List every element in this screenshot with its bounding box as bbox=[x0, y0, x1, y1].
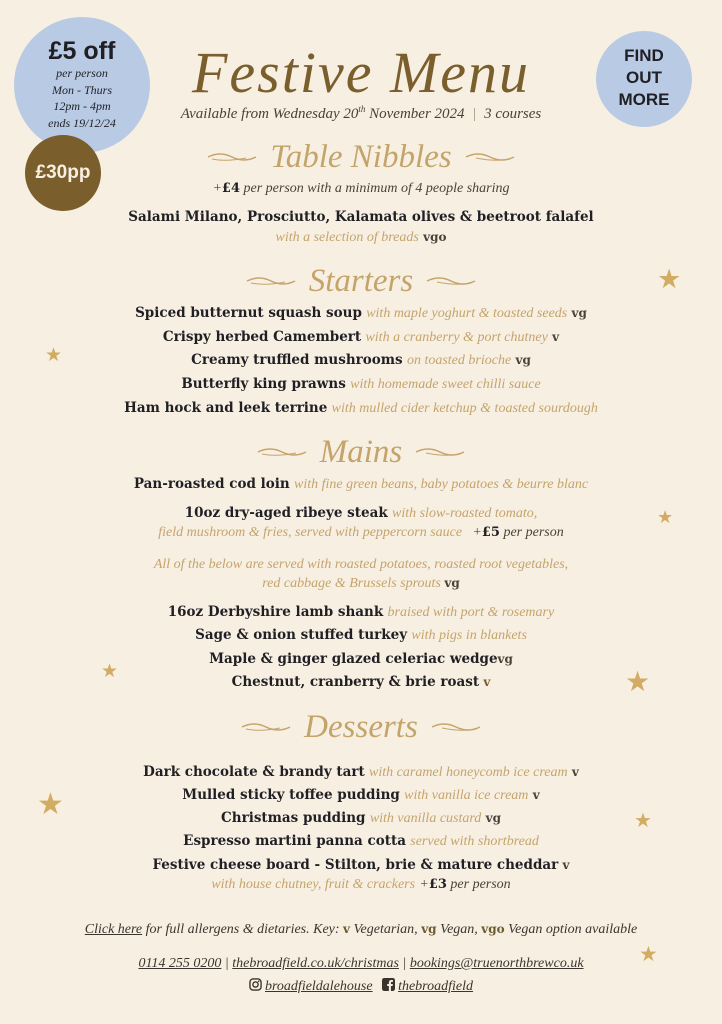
availability-separator: | bbox=[472, 106, 477, 122]
offer-headline: £5 off bbox=[48, 37, 116, 65]
availability-courses: 3 courses bbox=[484, 106, 542, 122]
label-vgo: Vegan option available bbox=[504, 922, 638, 937]
nibbles-price: £4 bbox=[221, 181, 241, 196]
starter-item bbox=[0, 399, 722, 418]
offer-line-1: per person bbox=[56, 66, 108, 80]
nibbles-price-prefix: + bbox=[212, 181, 222, 196]
flourish-left-icon bbox=[206, 151, 258, 163]
main-desc: with pigs in blankets bbox=[411, 628, 527, 643]
starter-diet: v bbox=[552, 330, 560, 344]
dessert-desc: served with shortbread bbox=[410, 834, 539, 849]
star-icon: ★ bbox=[639, 942, 658, 966]
main-desc: field mushroom & fries, served with peppercorn sauce bbox=[158, 525, 463, 540]
offer-line-4: ends 19/12/24 bbox=[48, 115, 116, 130]
mains-note-diet: vg bbox=[444, 576, 460, 590]
dessert-name: Espresso martini panna cotta bbox=[183, 833, 406, 849]
mains-heading-text: Mains bbox=[319, 433, 403, 470]
starters-heading-text: Starters bbox=[308, 262, 414, 299]
main-name: Chestnut, cranberry & brie roast bbox=[231, 674, 480, 690]
main-item bbox=[0, 603, 722, 622]
dessert-diet: v bbox=[532, 788, 540, 802]
allergens-text: for full allergens & dietaries. Key: bbox=[142, 922, 344, 937]
star-icon: ★ bbox=[45, 344, 63, 366]
star-icon: ★ bbox=[657, 507, 674, 528]
nibbles-item bbox=[0, 208, 722, 226]
nibbles-heading bbox=[0, 135, 722, 179]
main-item-steak bbox=[0, 504, 722, 523]
dessert-diet: v bbox=[571, 765, 579, 779]
offer-line-2: Mon - Thurs bbox=[51, 82, 112, 97]
flourish-right-icon bbox=[430, 721, 482, 733]
main-name: Pan-roasted cod loin bbox=[133, 476, 290, 492]
main-item-cod bbox=[0, 475, 722, 494]
instagram-icon bbox=[249, 978, 262, 991]
mains-note-line-1: All of the below are served with roasted potatoes, roasted root vegetables, bbox=[153, 557, 569, 572]
starter-diet: vg bbox=[515, 353, 531, 367]
website-link[interactable]: thebroadfield.co.uk/christmas bbox=[232, 956, 399, 971]
cheese-extra-prefix: + bbox=[419, 877, 429, 892]
star-icon: ★ bbox=[101, 660, 119, 682]
starter-desc: with maple yoghurt & toasted seeds bbox=[366, 306, 568, 321]
steak-extra-suffix: per person bbox=[499, 525, 564, 540]
dessert-name: Mulled sticky toffee pudding bbox=[182, 787, 400, 803]
starter-item bbox=[0, 351, 722, 370]
allergens-link[interactable]: Click here bbox=[84, 922, 143, 937]
starter-name: Ham hock and leek terrine bbox=[124, 400, 328, 416]
star-icon: ★ bbox=[657, 264, 682, 295]
find-out-more-line-2: OUT bbox=[626, 68, 662, 87]
dessert-item bbox=[0, 856, 722, 874]
key-v: v bbox=[343, 922, 351, 936]
dessert-name: Dark chocolate & brandy tart bbox=[143, 764, 365, 780]
dessert-name: Festive cheese board - Stilton, brie & mature cheddar bbox=[152, 857, 559, 873]
star-icon: ★ bbox=[634, 808, 652, 832]
dessert-item bbox=[0, 832, 722, 851]
find-out-more-line-3: MORE bbox=[618, 90, 670, 109]
starter-item bbox=[0, 304, 722, 323]
dessert-item bbox=[0, 808, 722, 832]
desserts-heading bbox=[0, 705, 722, 749]
dessert-desc: with caramel honeycomb ice cream bbox=[369, 765, 568, 780]
main-desc: braised with port & rosemary bbox=[387, 605, 555, 620]
dessert-item bbox=[0, 786, 722, 805]
nibbles-item-diet: vgo bbox=[423, 230, 447, 244]
flourish-left-icon bbox=[240, 721, 292, 733]
nibbles-price-text: per person with a minimum of 4 people sharing bbox=[240, 181, 510, 196]
phone-link[interactable]: 0114 255 0200 bbox=[138, 956, 222, 971]
offer-line-3: 12pm - 4pm bbox=[53, 99, 111, 113]
main-name: 10oz dry-aged ribeye steak bbox=[184, 505, 388, 521]
dessert-diet: vg bbox=[485, 811, 501, 825]
nibbles-item-name: Salami Milano, Prosciutto, Kalamata olives & beetroot falafel bbox=[128, 209, 594, 225]
dessert-name: Christmas pudding bbox=[221, 810, 366, 826]
main-name: Sage & onion stuffed turkey bbox=[195, 627, 408, 643]
nibbles-item-desc: with a selection of breads bbox=[275, 230, 419, 245]
key-vg: vg bbox=[421, 922, 437, 936]
contact-line bbox=[0, 956, 722, 972]
dessert-desc: with vanilla ice cream bbox=[404, 788, 529, 803]
main-name: 16oz Derbyshire lamb shank bbox=[167, 604, 384, 620]
availability-date-suffix: th bbox=[358, 104, 366, 114]
email-link[interactable]: bookings@truenorthbrewco.uk bbox=[409, 956, 584, 971]
starter-name: Butterfly king prawns bbox=[181, 376, 346, 392]
main-desc: with slow-roasted tomato, bbox=[391, 506, 538, 521]
dessert-desc: with vanilla custard bbox=[369, 811, 482, 826]
star-icon: ★ bbox=[625, 665, 651, 698]
instagram-link[interactable]: broadfieldalehouse bbox=[265, 979, 373, 994]
main-item bbox=[0, 626, 722, 645]
starter-name: Creamy truffled mushrooms bbox=[191, 352, 403, 368]
steak-extra-price: £5 bbox=[481, 525, 500, 540]
dessert-item bbox=[0, 763, 722, 782]
starter-item bbox=[0, 375, 722, 394]
starter-diet: vg bbox=[571, 306, 587, 320]
steak-extra-prefix: + bbox=[472, 525, 482, 540]
cheese-board-desc: with house chutney, fruit & crackers bbox=[211, 877, 416, 892]
mains-note bbox=[0, 555, 722, 593]
starter-desc: with mulled cider ketchup & toasted sourdough bbox=[331, 401, 598, 416]
key-vgo: vgo bbox=[481, 922, 505, 936]
availability-date: Available from Wednesday 20 bbox=[180, 106, 359, 122]
starter-name: Crispy herbed Camembert bbox=[162, 329, 362, 345]
starter-desc: on toasted brioche bbox=[406, 353, 512, 368]
cheese-extra-price: £3 bbox=[428, 877, 447, 892]
cheese-board-desc-line bbox=[0, 875, 722, 894]
starter-desc: with homemade sweet chilli sauce bbox=[350, 377, 541, 392]
starters-heading bbox=[0, 259, 722, 303]
nibbles-item-desc-line bbox=[0, 228, 722, 247]
main-diet: v bbox=[483, 675, 491, 689]
find-out-more-line-1: FIND bbox=[624, 46, 664, 65]
desserts-heading-text: Desserts bbox=[304, 708, 418, 745]
facebook-link[interactable]: thebroadfield bbox=[398, 979, 473, 994]
price-badge: £30pp bbox=[25, 135, 101, 211]
flourish-left-icon bbox=[245, 275, 297, 287]
main-item-steak-line2 bbox=[0, 523, 722, 542]
main-name: Maple & ginger glazed celeriac wedge bbox=[209, 651, 498, 667]
nibbles-price-note bbox=[0, 181, 722, 197]
flourish-right-icon bbox=[425, 275, 477, 287]
contact-separator: | bbox=[402, 956, 407, 971]
nibbles-heading-text: Table Nibbles bbox=[270, 138, 452, 175]
flourish-right-icon bbox=[464, 151, 516, 163]
mains-note-line-2: red cabbage & Brussels sprouts bbox=[262, 576, 441, 591]
flourish-right-icon bbox=[414, 446, 466, 458]
dessert-diet: v bbox=[562, 858, 570, 872]
contact-separator: | bbox=[224, 956, 229, 971]
mains-heading bbox=[0, 430, 722, 474]
star-icon: ★ bbox=[37, 787, 64, 822]
page-title: Festive Menu bbox=[191, 40, 530, 105]
social-line bbox=[0, 978, 722, 995]
starter-item bbox=[0, 328, 722, 347]
facebook-icon bbox=[382, 978, 395, 991]
starter-desc: with a cranberry & port chutney bbox=[365, 330, 548, 345]
label-vg: Vegan, bbox=[436, 922, 482, 937]
availability-month: November 2024 bbox=[365, 106, 465, 122]
starter-name: Spiced butternut squash soup bbox=[135, 305, 362, 321]
main-diet: vg bbox=[497, 652, 513, 666]
availability-line bbox=[0, 104, 722, 123]
label-v: Vegetarian, bbox=[350, 922, 422, 937]
flourish-left-icon bbox=[256, 446, 308, 458]
allergen-key bbox=[0, 922, 722, 938]
cheese-extra-suffix: per person bbox=[446, 877, 511, 892]
main-desc: with fine green beans, baby potatoes & beurre blanc bbox=[294, 477, 589, 492]
